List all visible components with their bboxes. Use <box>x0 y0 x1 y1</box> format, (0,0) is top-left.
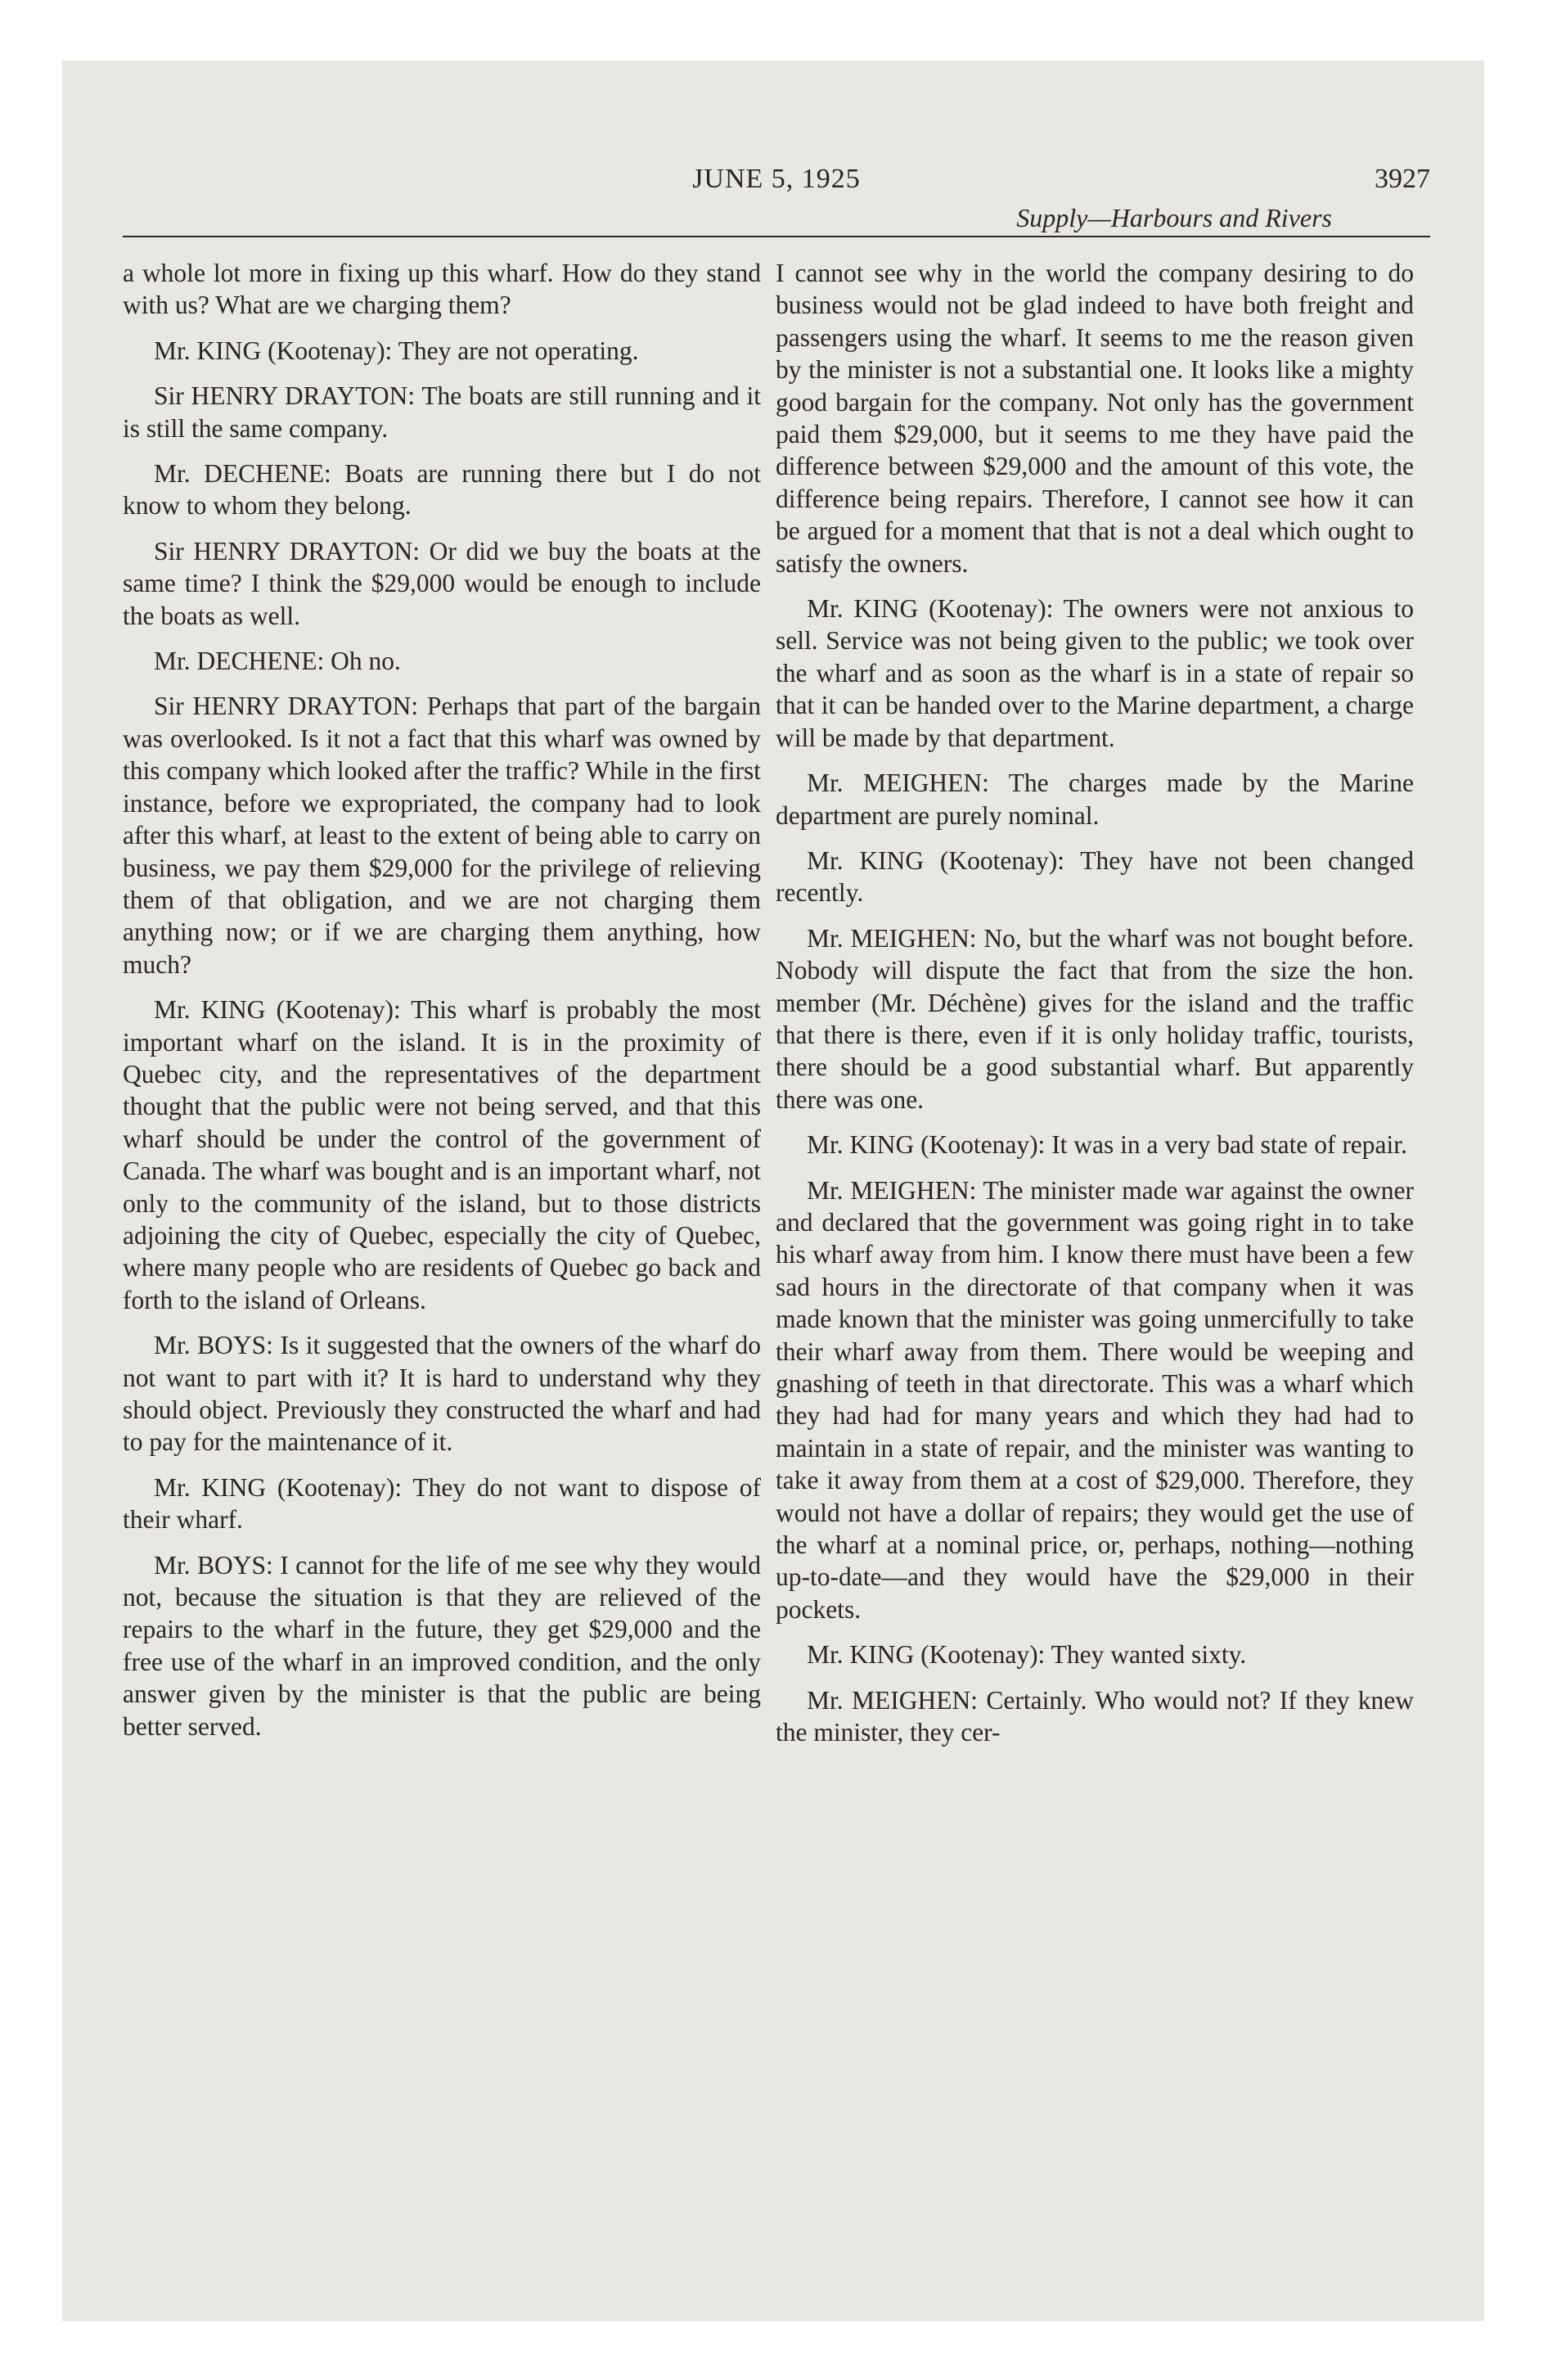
paragraph: Sir HENRY DRAYTON: The boats are still running and it is still the same company. <box>123 381 761 443</box>
paragraph: Mr. MEIGHEN: The charges made by the Marine department are purely nominal. <box>776 769 1414 830</box>
paragraph: Mr. KING (Kootenay): They wanted sixty. <box>807 1640 1247 1670</box>
running-head-date: JUNE 5, 1925 <box>692 164 861 194</box>
paragraph: Mr. KING (Kootenay): They have not been changed recently. <box>776 845 1414 908</box>
header-rule <box>123 236 1430 237</box>
page-number: 3927 <box>1375 164 1430 194</box>
paragraph: a whole lot more in fixing up this wharf. How do they stand with us? What are we charging them? <box>123 259 761 320</box>
left-column <box>123 257 761 2172</box>
paragraph: Mr. KING (Kootenay): The owners were not anxious to sell. Service was not being given to the public; we took over the wharf and as soon as the wharf is in a state of repair so that it can be handed over to the Marine department, a charge will be made by that department. <box>776 594 1414 752</box>
paragraph: Mr. KING (Kootenay): It was in a very bad state of repair. <box>807 1130 1407 1160</box>
paragraph: Mr. MEIGHEN: No, but the wharf was not bought before. Nobody will dispute the fact that from the size the hon. member (Mr. Déchène) gives for the island and the traffic that there is there, even if it is only holiday traffic, tourists, there should be a good substantial wharf. But apparently there was one. <box>776 923 1414 1114</box>
paragraph: Mr. BOYS: Is it suggested that the owners of the wharf do not want to part with it? It is hard to understand why they should object. Previously they constructed the wharf and had to pay for the maintenance of it. <box>123 1331 761 1457</box>
paragraph: I cannot see why in the world the company desiring to do business would not be glad indeed to have both freight and passengers using the wharf. It seems to me the reason given by the minister is not a substantial one. It looks like a mighty good bargain for the company. Not only has the government paid them $29,000, but it seems to me they have paid the difference between $29,000 and the amount of this vote, the difference being repairs. Therefore, I cannot see how it can be argued for a moment that that is not a deal which ought to satisfy the owners. <box>776 259 1414 578</box>
paragraph: Mr. DECHENE: Boats are running there but I do not know to whom they belong. <box>123 459 761 521</box>
page-header <box>123 147 1430 246</box>
paragraph: Mr. KING (Kootenay): They are not operating. <box>154 336 639 365</box>
paragraph: Mr. BOYS: I cannot for the life of me see why they would not, because the situation is that they are relieved of the repairs to the wharf in the future, they get $29,000 and the free use of the wharf in an improved condition, and the only answer given by the minister is that the public are being better served. <box>123 1550 761 1741</box>
paragraph: Mr. DECHENE: Oh no. <box>154 647 401 676</box>
paragraph: Mr. MEIGHEN: Certainly. Who would not? If they knew the minister, they cer- <box>776 1685 1414 1747</box>
paragraph: Mr. KING (Kootenay): This wharf is probably the most important wharf on the island. It is in the proximity of Quebec city, and the representatives of the department thought that the public were not being served, and that this wharf should be under the control of the government of Canada. The wharf was bought and is an important wharf, not only to the community of the island, but to those districts adjoining the city of Quebec, especially the city of Quebec, where many people who are residents of Quebec go back and forth to the island of Orleans. <box>123 995 761 1314</box>
right-column <box>776 257 1414 2172</box>
paragraph: Sir HENRY DRAYTON: Or did we buy the boats at the same time? I think the $29,000 would be enough to include the boats as well. <box>123 536 761 630</box>
paragraph: Mr. MEIGHEN: The minister made war against the owner and declared that the government was going right in to take his wharf away from him. I know there must have been a few sad hours in the directorate of that company when it was made known that the minister was going unmercifully to take their wharf away from them. There would be weeping and gnashing of teeth in that directorate. This was a wharf which they had had for many years and which they had had to maintain in a state of repair, and the minister was wanting to take it away from them at a cost of $29,000. Therefore, they would not have a dollar of repairs; they would get the use of the wharf at a nominal price, or, perhaps, nothing—nothing up-to-date—and they would have the $29,000 in their pockets. <box>776 1175 1414 1624</box>
paragraph: Mr. KING (Kootenay): They do not want to dispose of their wharf. <box>123 1472 761 1535</box>
paragraph: Sir HENRY DRAYTON: Perhaps that part of the bargain was overlooked. Is it not a fact that this wharf was owned by this company which looked after the traffic? While in the first instance, before we expropriated, the company had to look after this wharf, at least to the extent of being able to carry on business, we pay them $29,000 for the privilege of relieving them of that obligation, and we are not charging them anything now; or if we are charging them anything, how much? <box>123 692 761 979</box>
section-title: Supply—Harbours and Rivers <box>1016 203 1332 232</box>
